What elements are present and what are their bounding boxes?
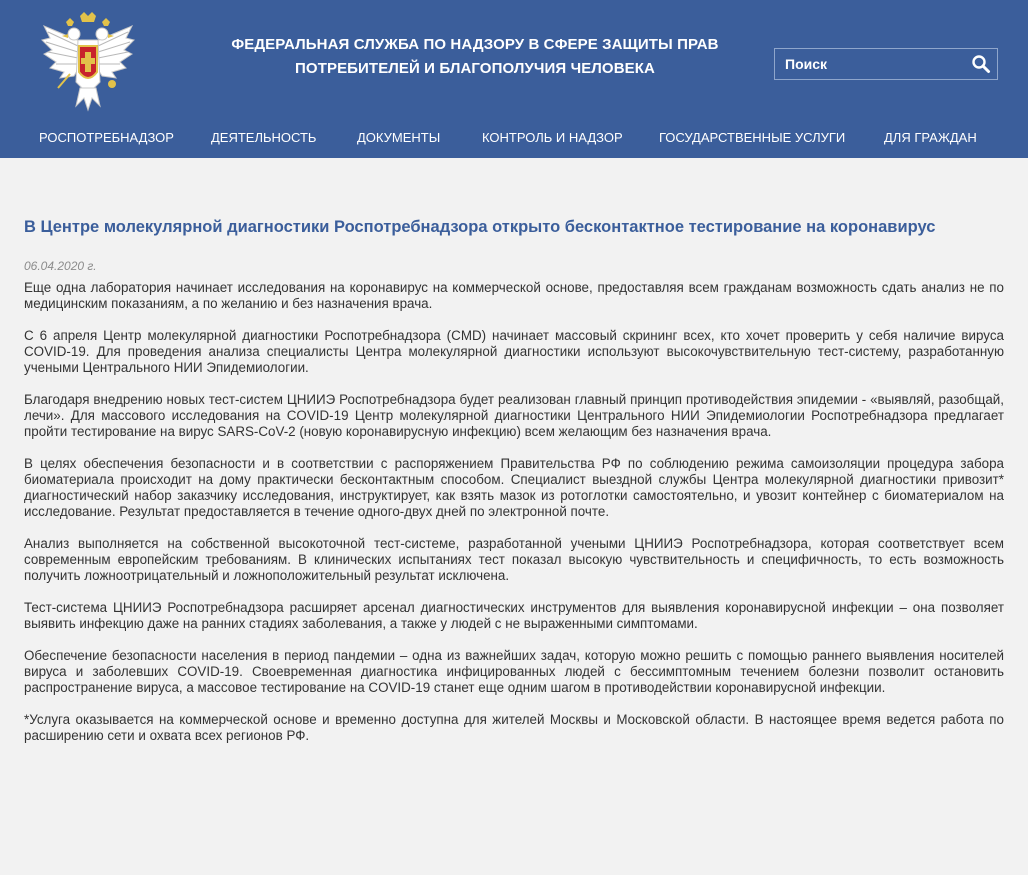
nav-item-for-citizens[interactable]: ДЛЯ ГРАЖДАН: [884, 130, 977, 145]
site-title-line-1: ФЕДЕРАЛЬНАЯ СЛУЖБА ПО НАДЗОРУ В СФЕРЕ ЗАЩИТЫ ПРАВ: [231, 36, 719, 53]
article-paragraph: Обеспечение безопасности населения в период пандемии – одна из важнейших задач, которую можно решить с помощью раннего выявления носителей вируса и заболевших COVID-19. Своевременная диагностика инфицированных людей с бессимптомным течением болезни позволит остановить распространение вируса, а массовое тестирование на COVID-19 станет еще одним шагом в противодействии коронавирусной инфекции.: [24, 648, 1004, 695]
article-paragraph: В целях обеспечения безопасности и в соответствии с распоряжением Правительства РФ по соблюдению режима самоизоляции процедура забора биоматериала происходит на дому практически бесконтактным способом. Специалист выездной службы Центра молекулярной диагностики привозит* диагностический набор заказчику исследования, инструктирует, как взять мазок из ротоглотки самостоятельно, и увозит контейнер с биоматериалом на исследование. Результат предоставляется в течение одного-двух дней по электронной почте.: [24, 456, 1004, 519]
article-paragraph: Еще одна лаборатория начинает исследования на коронавирус на коммерческой основе, предоставляя всем гражданам возможность сдать анализ не по медицинским показаниям, а по желанию и без назначения врача.: [24, 280, 1004, 311]
search-box: [774, 48, 998, 80]
nav-item-public-services[interactable]: ГОСУДАРСТВЕННЫЕ УСЛУГИ: [659, 130, 846, 145]
article-footnote: *Услуга оказывается на коммерческой основе и временно доступна для жителей Москвы и Московской области. В настоящее время ведется работа по расширению сети и охвата всех регионов РФ.: [24, 712, 1004, 743]
nav-item-rospotrebnadzor[interactable]: РОСПОТРЕБНАДЗОР: [39, 130, 174, 145]
article-title: В Центре молекулярной диагностики Роспотребнадзора открыто бесконтактное тестирование на коронавирус: [24, 218, 936, 236]
article-paragraph: Тест-система ЦНИИЭ Роспотребнадзора расширяет арсенал диагностических инструментов для выявления коронавирусной инфекции – она позволяет выявить инфекцию даже на ранних стадиях заболевания, а также у людей с не выраженными симптомами.: [24, 600, 1004, 631]
site-title-line-2: ПОТРЕБИТЕЛЕЙ И БЛАГОПОЛУЧИЯ ЧЕЛОВЕКА: [295, 60, 655, 77]
article-paragraph: С 6 апреля Центр молекулярной диагностики Роспотребнадзора (CMD) начинает массовый скрининг всех, кто хочет проверить у себя наличие вируса COVID-19. Для проведения анализа специалисты Центра молекулярной диагностики используют высокочувствительную тест-систему, разработанную учеными Центрального НИИ Эпидемиологии.: [24, 328, 1004, 375]
nav-item-documents[interactable]: ДОКУМЕНТЫ: [357, 130, 441, 145]
main-nav: [0, 128, 1028, 150]
article-paragraph: Благодаря внедрению новых тест-систем ЦНИИЭ Роспотребнадзора будет реализован главный принцип противодействия эпидемии - «выявляй, разобщай, лечи». Для массового исследования на COVID-19 Центр молекулярной диагностики Центрального НИИ Эпидемиологии Роспотребнадзора предлагает пройти тестирование на вирус SARS-CoV-2 (новую коронавирусную инфекцию) всем желающим без назначения врача.: [24, 392, 1004, 439]
search-input[interactable]: [775, 49, 955, 79]
site-header: [0, 0, 1028, 158]
nav-item-control[interactable]: КОНТРОЛЬ И НАДЗОР: [482, 130, 623, 145]
article-paragraph: Анализ выполняется на собственной высокоточной тест-системе, разработанной учеными ЦНИИЭ Роспотребнадзора, которая соответствует всем современным европейским требованиям. В клинических испытаниях тест показал высокую чувствительность и специфичность, то есть возможность получить ложноотрицательный и ложноположительный результат исключена.: [24, 536, 1004, 583]
search-icon[interactable]: [971, 54, 991, 74]
site-title: [205, 33, 745, 81]
article-date: 06.04.2020 г.: [24, 259, 97, 273]
nav-item-activity[interactable]: ДЕЯТЕЛЬНОСТЬ: [211, 130, 317, 145]
article: [24, 158, 1004, 744]
double-headed-eagle-emblem[interactable]: [36, 12, 140, 114]
